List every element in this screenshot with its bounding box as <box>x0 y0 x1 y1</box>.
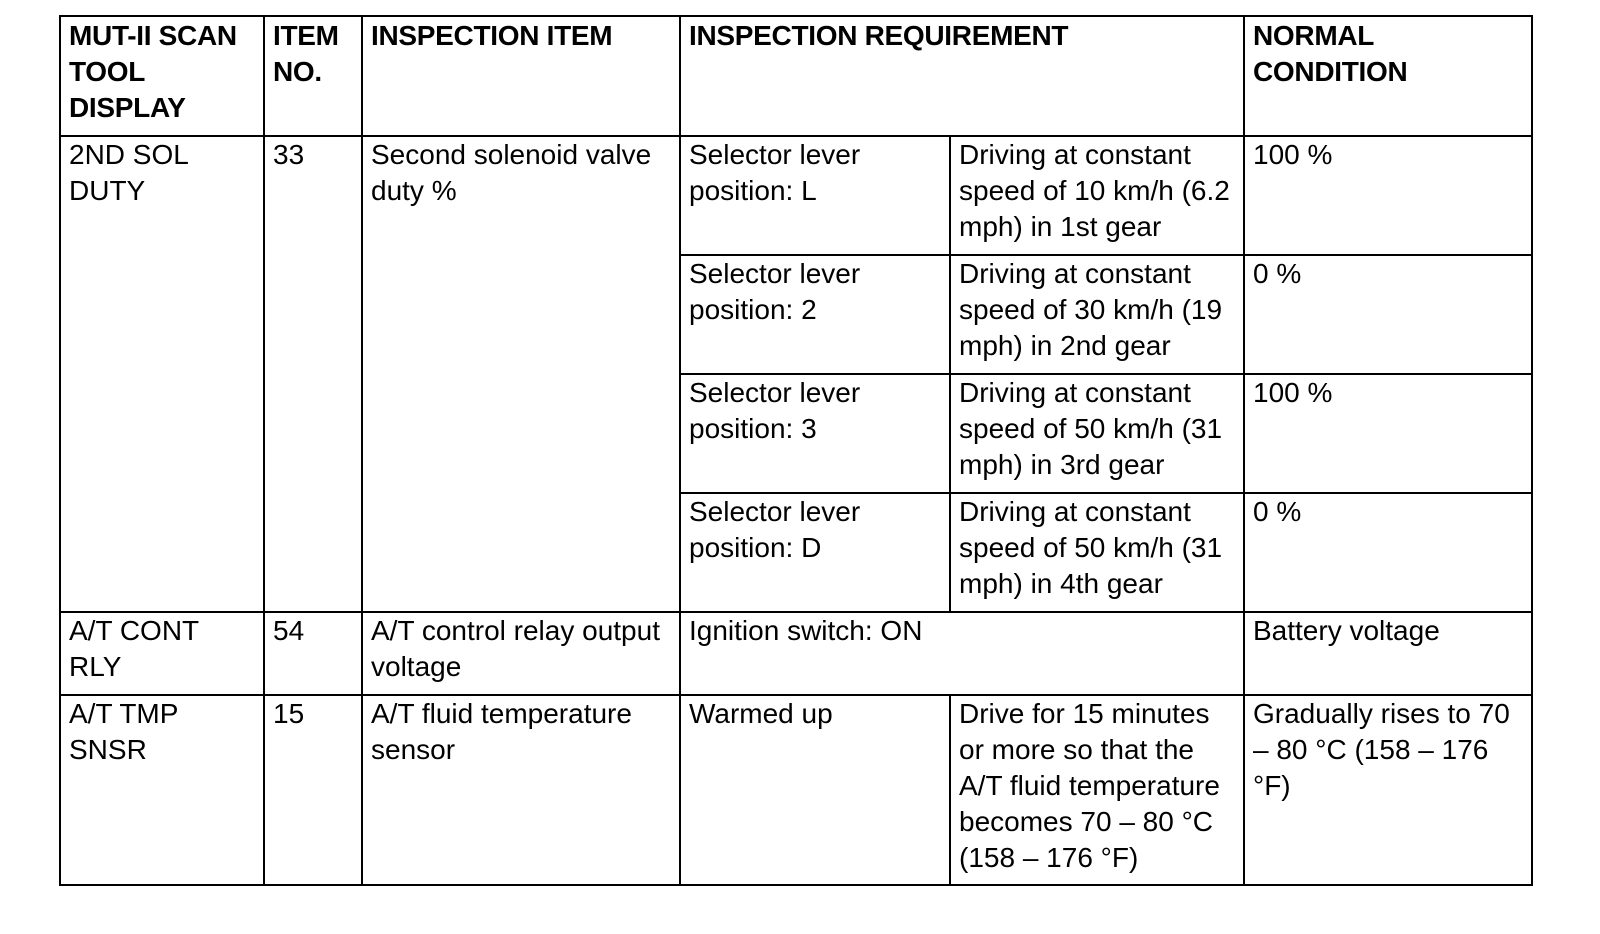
cell-requirement: Selector lever position: 3 <box>680 374 950 493</box>
cell-requirement: Warmed up <box>680 695 950 885</box>
cell-requirement: Ignition switch: ON <box>680 612 1244 695</box>
cell-normal-condition: 0 % <box>1244 493 1532 612</box>
cell-display: A/T TMP SNSR <box>60 695 264 885</box>
header-item-no: ITEM NO. <box>264 16 362 136</box>
cell-item-no: 33 <box>264 136 362 612</box>
table-row <box>60 136 1532 255</box>
cell-normal-condition: Gradually rises to 70 – 80 °C (158 – 176 °F) <box>1244 695 1532 885</box>
cell-normal-condition: 100 % <box>1244 374 1532 493</box>
cell-normal-condition: Battery voltage <box>1244 612 1532 695</box>
cell-item-no: 54 <box>264 612 362 695</box>
header-display: MUT-II SCAN TOOL DISPLAY <box>60 16 264 136</box>
table-header-row <box>60 16 1532 136</box>
cell-inspection-item: A/T fluid temperature sensor <box>362 695 680 885</box>
cell-inspection-item: A/T control relay output voltage <box>362 612 680 695</box>
inspection-table <box>59 15 1533 886</box>
cell-requirement-detail: Driving at constant speed of 10 km/h (6.2 mph) in 1st gear <box>950 136 1244 255</box>
cell-requirement-detail: Drive for 15 minutes or more so that the A/T fluid temperature becomes 70 – 80 °C (158 – 176 °F) <box>950 695 1244 885</box>
cell-item-no: 15 <box>264 695 362 885</box>
cell-requirement-detail: Driving at constant speed of 30 km/h (19 mph) in 2nd gear <box>950 255 1244 374</box>
cell-requirement: Selector lever position: 2 <box>680 255 950 374</box>
cell-display: 2ND SOL DUTY <box>60 136 264 612</box>
table-row <box>60 695 1532 885</box>
cell-display: A/T CONT RLY <box>60 612 264 695</box>
header-inspection-requirement: INSPECTION REQUIREMENT <box>680 16 1244 136</box>
cell-requirement-detail: Driving at constant speed of 50 km/h (31 mph) in 3rd gear <box>950 374 1244 493</box>
cell-normal-condition: 100 % <box>1244 136 1532 255</box>
cell-requirement: Selector lever position: L <box>680 136 950 255</box>
table-row <box>60 612 1532 695</box>
cell-requirement: Selector lever position: D <box>680 493 950 612</box>
header-inspection-item: INSPECTION ITEM <box>362 16 680 136</box>
header-normal-condition: NORMAL CONDITION <box>1244 16 1532 136</box>
cell-requirement-detail: Driving at constant speed of 50 km/h (31 mph) in 4th gear <box>950 493 1244 612</box>
cell-inspection-item: Second solenoid valve duty % <box>362 136 680 612</box>
cell-normal-condition: 0 % <box>1244 255 1532 374</box>
